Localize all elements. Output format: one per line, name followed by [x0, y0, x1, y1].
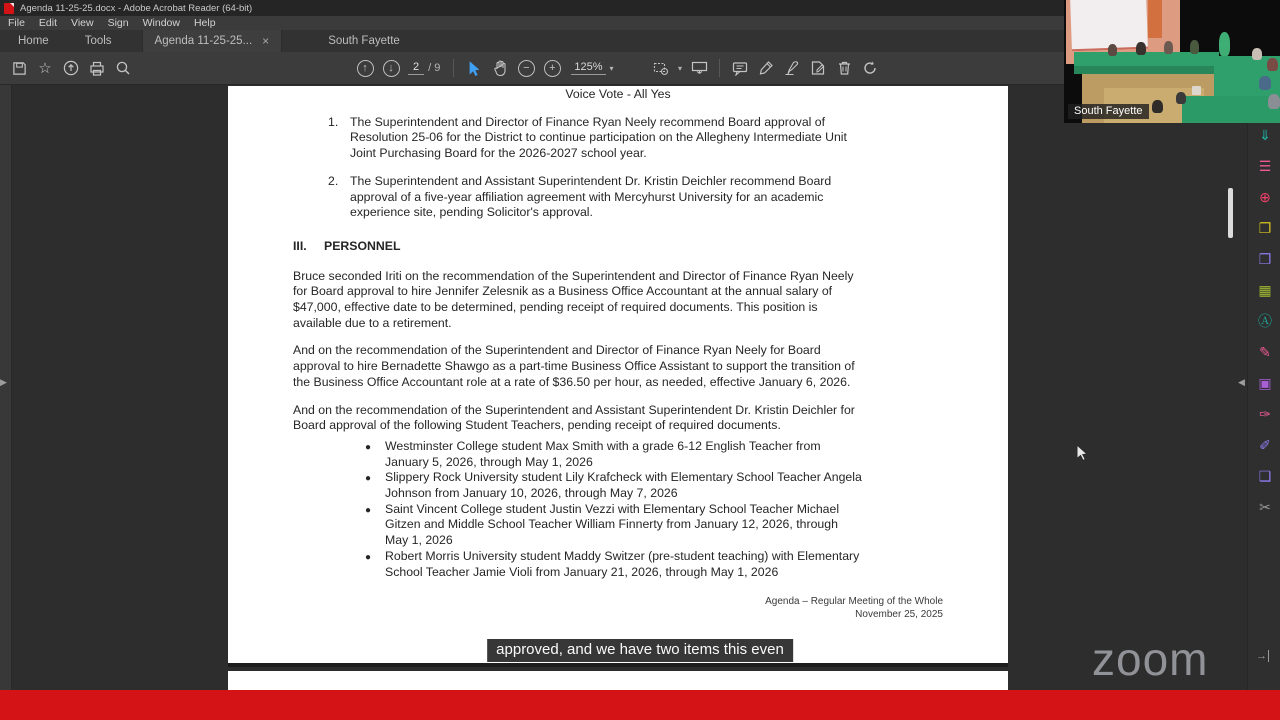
person [1176, 92, 1186, 104]
person [1152, 100, 1163, 113]
organize-pages-icon[interactable]: ▦ [1258, 282, 1272, 298]
marquee-zoom-icon[interactable] [648, 56, 674, 80]
scan-ocr-icon[interactable]: Ⓐ [1258, 313, 1272, 329]
acrobat-pdf-icon [4, 3, 14, 14]
person [1164, 41, 1173, 54]
menu-edit[interactable]: Edit [38, 17, 58, 29]
voice-vote-line: Voice Vote - All Yes [565, 87, 671, 101]
nav-pane-expand-icon[interactable]: ▶ [0, 377, 7, 387]
tab-tools[interactable]: Tools [84, 35, 112, 47]
delete-icon[interactable] [831, 56, 857, 80]
video-wall-band [1148, 0, 1162, 38]
comment-icon[interactable]: ❐ [1258, 220, 1272, 236]
marquee-dropdown-caret-icon[interactable]: ▾ [678, 63, 683, 73]
media-doc-icon[interactable]: ▣ [1258, 375, 1272, 391]
live-caption: approved, and we have two items this even [487, 639, 793, 662]
numbered-item: 2. The Superintendent and Assistant Superintendent Dr. Kristin Deichler recommend Board approval of a five-year affiliation agreement with Mercyhurst University for an academic experience site, pending Solicitor's approval. [328, 173, 832, 220]
combine-files-icon[interactable]: ❒ [1258, 251, 1272, 267]
edit-pdf-icon[interactable]: ☰ [1258, 158, 1272, 174]
person [1190, 40, 1199, 54]
person-standing [1219, 32, 1230, 56]
panel-collapse-icon[interactable]: → [1256, 650, 1267, 662]
page-number-input[interactable]: 2 [408, 61, 424, 75]
next-page-top [228, 671, 1008, 690]
mouse-cursor-icon [1076, 444, 1089, 467]
paragraph: Bruce seconded Iriti on the recommendation of the Superintendent and Director of Finance Ryan Neely for Board approval to hire Jennifer Zelesnik as a Business Office Accountant at the annual salary of $47,000, effective date to be determined, pending receipt of required documents. This position is available due to a retirement. [293, 268, 854, 330]
more-tools-icon[interactable]: ✂ [1259, 499, 1271, 515]
menu-sign[interactable]: Sign [107, 17, 129, 29]
video-table-front [1182, 96, 1280, 123]
paragraph: And on the recommendation of the Superintendent and Director of Finance Ryan Neely for Board approval to hire Bernadette Shawgo as a part-time Business Office Assistant to support the transition of the Business Office Accountant role at a rate of $36.50 per hour, as needed, effective January 6, 2026. [293, 343, 855, 389]
person [1252, 48, 1262, 60]
tab-document[interactable] [142, 30, 283, 52]
comment-tool-icon[interactable] [727, 56, 753, 80]
menu-view[interactable]: View [71, 17, 94, 29]
window-title: Agenda 11-25-25.docx - Adobe Acrobat Reader (64-bit) [20, 2, 253, 14]
export-pdf-icon[interactable]: ⇓ [1259, 127, 1271, 143]
menu-help[interactable]: Help [193, 17, 216, 29]
person [1108, 44, 1117, 56]
sign-pen-icon[interactable] [779, 56, 805, 80]
laptop [1192, 86, 1201, 95]
bullet-list: ● Westminster College student Max Smith with a grade 6-12 English Teacher from January 5, 2026, through May 1, 2026 ● Slippery Rock University student Lily Krafcheck with Elementary School Teacher Angela Johnson from January 10, 2026, through May 7, 2026 ● Saint Vincent College student Justin Vezzi with Elementary School Teacher Michael Gitzen and Middle School Teacher William Finnerty from January 12, 2026, through May 1, 2026 ● Robert Morris University student Maddy Switzer (pre-student teaching) with Elementary School Teacher Jamie Violi from January 21, 2026, through May 1, 2026 [365, 438, 862, 579]
menu-window[interactable]: Window [142, 17, 180, 29]
highlight-tool-icon[interactable] [753, 56, 779, 80]
page-footer: Agenda – Regular Meeting of the Whole November 25, 2025 [765, 596, 943, 620]
fill-sign-icon[interactable] [805, 56, 831, 80]
zoom-watermark: zoom [1092, 633, 1209, 685]
person [1259, 76, 1271, 90]
tab-home[interactable]: Home [18, 35, 49, 47]
video-name-label: South Fayette [1068, 104, 1149, 119]
share-icon[interactable] [58, 56, 84, 80]
zoom-dropdown-caret-icon[interactable]: ▾ [609, 63, 614, 73]
select-tool-icon[interactable] [461, 56, 487, 80]
person [1136, 42, 1146, 55]
refresh-icon[interactable] [857, 56, 883, 80]
tab-document-label: Agenda 11-25-25... [154, 35, 253, 47]
video-table-back-front [1074, 66, 1219, 74]
section-heading: III. PERSONNEL [293, 238, 401, 253]
next-page-icon[interactable]: ↓ [378, 56, 404, 80]
search-icon[interactable] [110, 56, 136, 80]
tab-close-icon[interactable]: × [262, 34, 270, 48]
zoom-level-value[interactable]: 125% [571, 61, 605, 75]
zoom-out-icon[interactable]: − [513, 56, 539, 80]
print-icon[interactable] [84, 56, 110, 80]
favorite-star-icon[interactable]: ☆ [38, 60, 52, 77]
request-signatures-icon[interactable]: ✑ [1259, 406, 1271, 422]
save-icon[interactable] [6, 56, 32, 80]
tools-pane-expand-icon[interactable]: ◀ [1238, 377, 1245, 387]
scrollbar-thumb[interactable] [1228, 188, 1233, 238]
bottom-red-bar [0, 690, 1280, 720]
fill-sign-icon[interactable]: ✎ [1259, 344, 1271, 360]
page-total-label: / 9 [428, 62, 441, 74]
create-pdf-icon[interactable]: ⊕ [1259, 189, 1271, 205]
tab-south-fayette[interactable]: South Fayette [328, 35, 400, 47]
tools-sidebar [1247, 85, 1280, 690]
document-pane [0, 85, 1280, 690]
meeting-video-feed [1064, 0, 1280, 123]
menu-file[interactable]: File [8, 17, 25, 29]
measure-icon[interactable]: ✐ [1259, 437, 1271, 453]
send-comments-icon[interactable]: ❑ [1258, 468, 1272, 484]
numbered-item: 1. The Superintendent and Director of Finance Ryan Neely recommend Board approval of Resolution 25-06 for the District to continue participation on the Allegheny Intermediate Unit Joint Purchasing Board for the 2026-2027 school year. [328, 114, 847, 161]
paragraph: And on the recommendation of the Superintendent and Assistant Superintendent Dr. Kristin Deichler for Board approval of the following Student Teachers, pending receipt of required documents. [293, 402, 855, 433]
presentation-mode-icon[interactable] [686, 56, 712, 80]
person [1267, 58, 1278, 71]
hand-tool-icon[interactable] [487, 56, 513, 80]
person [1268, 94, 1280, 109]
previous-page-icon[interactable]: ↑ [352, 56, 378, 80]
pdf-page [228, 86, 1008, 667]
zoom-in-icon[interactable]: + [539, 56, 565, 80]
